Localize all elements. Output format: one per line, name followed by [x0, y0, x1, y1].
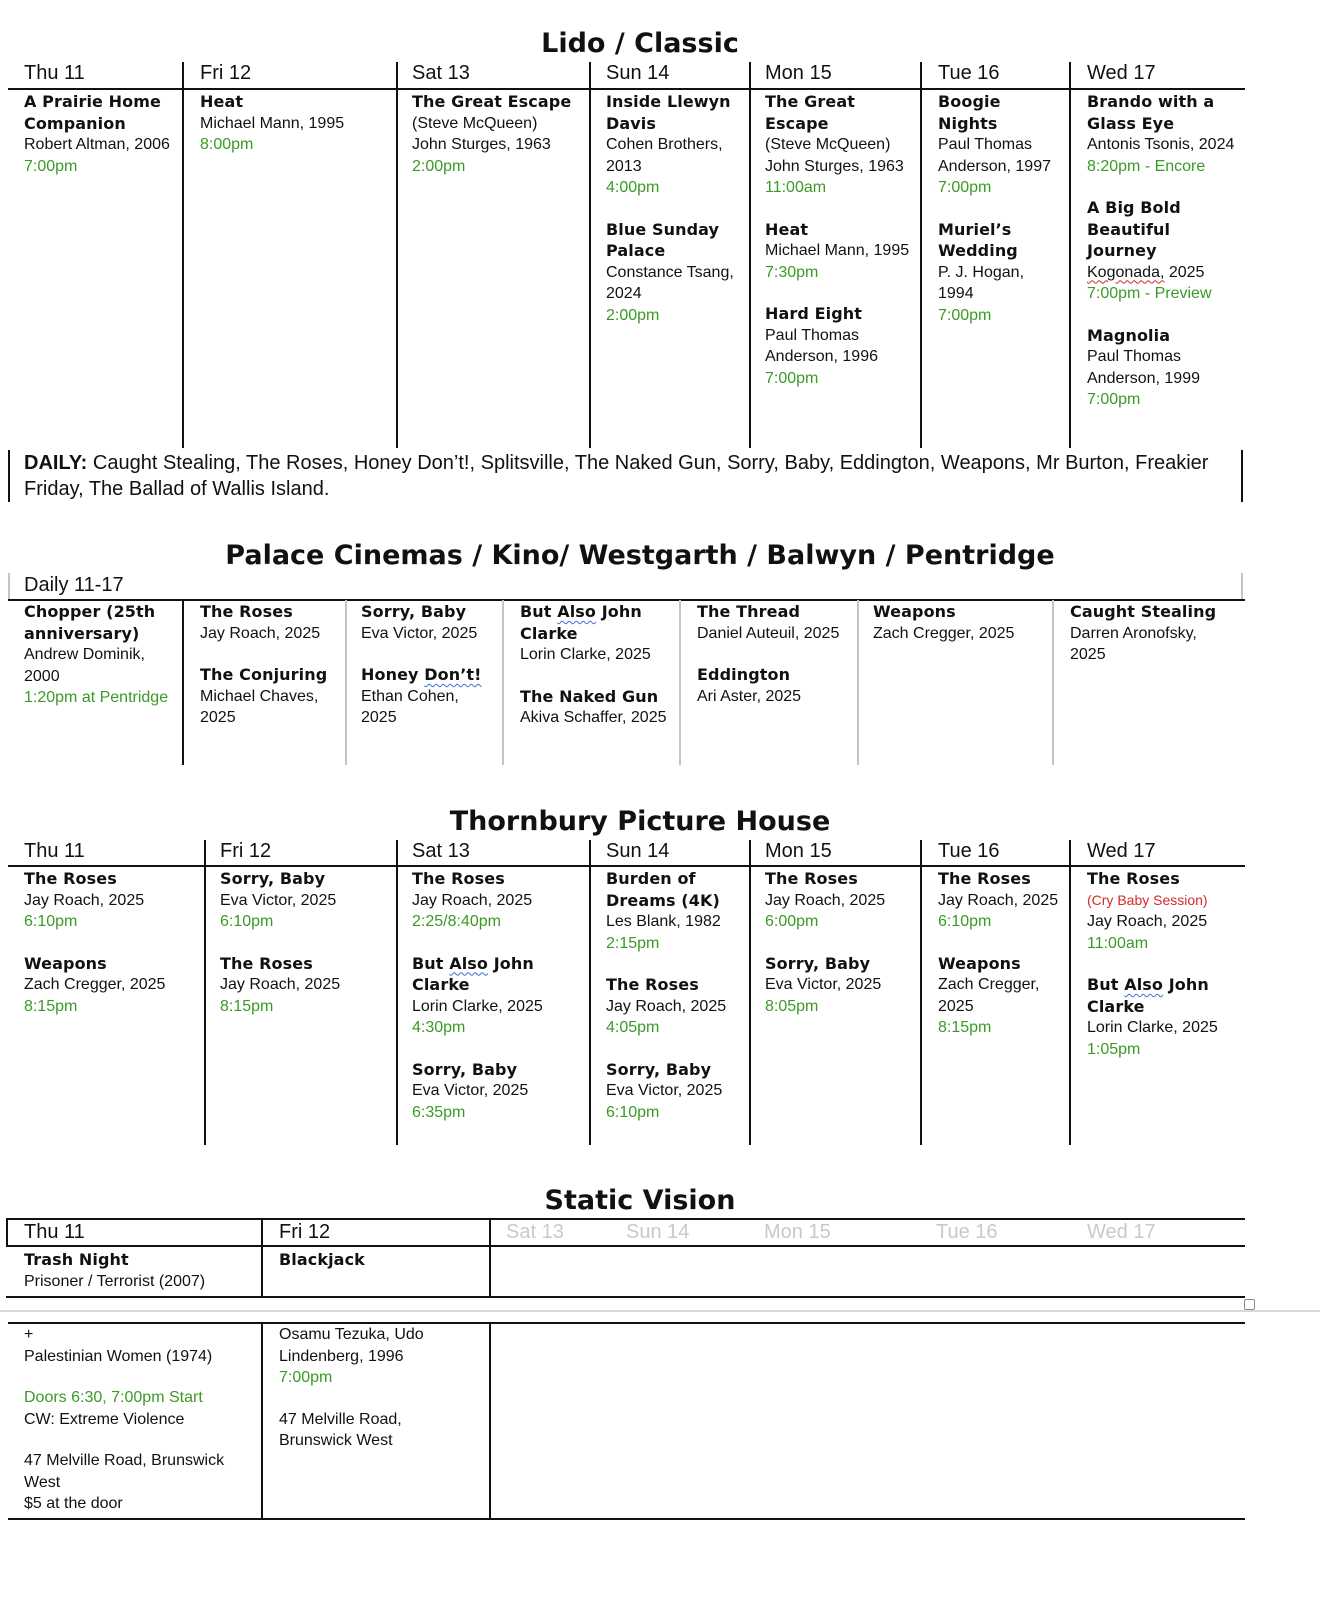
film-entry [765, 91, 915, 199]
film-detail: Ari Aster, 2025 [697, 687, 802, 705]
film-detail: Paul Thomas Anderson, 1997 [938, 136, 1051, 175]
day-label: Tue 16 [936, 1221, 998, 1243]
static-bottom-rule [8, 1518, 1245, 1520]
film-detail: Lorin Clarke, 2025 [520, 646, 651, 663]
session-time: 8:15pm [24, 997, 78, 1015]
film-entry [765, 303, 915, 389]
thornbury-title: Thornbury Picture House [449, 806, 831, 837]
film-entry [765, 868, 915, 933]
day-column [220, 868, 385, 1037]
film-detail: Eva Victor, 2025 [220, 891, 337, 909]
film-title: A Prairie Home Companion [24, 92, 161, 133]
film-title: Magnolia [1087, 325, 1171, 345]
day-column [412, 91, 592, 197]
film-title: Sorry, Baby [765, 953, 871, 973]
session-time: 6:10pm [606, 1103, 660, 1121]
static-col-divider-1 [261, 1218, 263, 1298]
column-divider [920, 840, 922, 1145]
session-time: 8:00pm [200, 136, 254, 153]
session-time: 2:00pm [412, 157, 466, 175]
film-detail: Jay Roach, 2025 [606, 997, 727, 1015]
film-title: Sorry, Baby [220, 869, 326, 888]
film-entry [220, 953, 385, 1018]
film-entry [606, 91, 746, 199]
film-entry [938, 868, 1063, 933]
session-time: 1:05pm [1087, 1040, 1141, 1058]
day-column [520, 601, 670, 749]
film-title: Blackjack [279, 1250, 365, 1269]
session-time: 7:30pm [765, 263, 819, 281]
film-entry [520, 686, 670, 729]
session-time: 6:00pm [765, 913, 819, 930]
palace-header-left-border [8, 573, 10, 599]
day-label: Wed 17 [1087, 1221, 1156, 1243]
film-detail: John Sturges, 1963 [765, 157, 904, 175]
session-time: 4:05pm [606, 1019, 660, 1036]
film-title: The Roses [606, 975, 699, 994]
day-column [200, 601, 340, 749]
film-entry [200, 664, 340, 729]
film-detail: Eva Victor, 2025 [361, 624, 478, 642]
film-detail: Eva Victor, 2025 [765, 976, 882, 993]
day-label: Sun 14 [626, 1221, 690, 1243]
film-detail: Michael Mann, 1995 [200, 114, 345, 132]
day-column [606, 91, 746, 346]
film-title: Burden of Dreams (4K) [606, 869, 720, 910]
film-entry [24, 601, 174, 709]
session-time: 11:00am [765, 179, 827, 196]
film-entry [520, 601, 670, 666]
column-divider [679, 600, 681, 765]
film-detail: Ethan Cohen, 2025 [361, 687, 459, 726]
film-entry [361, 601, 496, 644]
day-column [1087, 868, 1237, 1080]
film-title: Heat [200, 92, 244, 111]
film-entry [200, 601, 340, 644]
film-title: The Naked Gun [520, 686, 659, 706]
day-column [412, 868, 577, 1143]
day-column [24, 868, 189, 1037]
film-detail: Jay Roach, 2025 [765, 891, 886, 909]
film-detail: Jay Roach, 2025 [220, 976, 341, 993]
film-title: Weapons [873, 602, 956, 621]
day-label: Fri 12 [279, 1221, 331, 1243]
film-entry [765, 219, 915, 284]
session-time: 8:15pm [938, 1019, 992, 1036]
film-entry [24, 953, 189, 1018]
film-title: Caught Stealing [1070, 602, 1217, 621]
day-label: Thu 11 [24, 62, 85, 84]
palace-daily-header: Daily 11-17 [24, 574, 124, 596]
session-time: 2:25/8:40pm [412, 913, 501, 930]
film-title: But Also John Clarke [412, 953, 534, 994]
film-title: The Conjuring [200, 665, 328, 684]
column-divider [182, 600, 184, 765]
film-title: The Roses [220, 953, 313, 973]
film-entry [1087, 91, 1237, 177]
daily-label: DAILY: [24, 452, 88, 474]
session-time: 7:00pm - Preview [1087, 285, 1212, 302]
static-fri-cell-top [279, 1249, 479, 1271]
film-entry [1087, 325, 1237, 411]
lido-header-rule [8, 88, 1245, 90]
day-label: Thu 11 [24, 1221, 85, 1243]
film-title: But Also John Clarke [520, 602, 642, 643]
daily-right-border [1241, 450, 1243, 502]
film-title: A Big Bold Beautiful Journey [1087, 198, 1181, 260]
film-entry [24, 868, 189, 933]
film-detail: Lorin Clarke, 2025 [412, 997, 543, 1015]
film-entry [200, 91, 390, 156]
film-detail: (Steve McQueen) [765, 136, 891, 153]
daily-film-list: Caught Stealing, The Roses, Honey Don’t!, Splitsville, The Naked Gun, Sorry, Baby, Eddington, Weapons, Mr Burton, Freakier Friday, The Ballad of Wallis Island. [24, 452, 1209, 500]
film-entry [412, 953, 577, 1039]
film-detail: Prisoner / Terrorist (2007) [24, 1272, 206, 1290]
film-title: Inside Llewyn Davis [606, 92, 731, 133]
day-label: Tue 16 [938, 840, 1000, 862]
film-entry [938, 953, 1063, 1039]
session-time: 2:00pm [606, 306, 660, 324]
plus-sign: + [24, 1326, 34, 1343]
column-divider [1069, 840, 1071, 1145]
static-header-rule [6, 1245, 1245, 1247]
column-divider [749, 62, 751, 448]
column-divider [857, 600, 859, 765]
film-title: The Roses [200, 602, 293, 621]
static-thu-cell-bottom [24, 1324, 254, 1515]
film-entry [1087, 868, 1237, 954]
film-entry [606, 868, 746, 954]
day-label: Sun 14 [606, 62, 670, 84]
daily-left-border [8, 450, 10, 502]
film-title: The Roses [24, 869, 117, 888]
column-divider [1069, 62, 1071, 448]
film-entry [765, 953, 915, 1018]
film-detail: Daniel Auteuil, 2025 [697, 624, 840, 642]
session-time: 2:15pm [606, 934, 660, 952]
day-column [697, 601, 852, 727]
film-title: Muriel’s Wedding [938, 219, 1018, 260]
static-col-divider-2 [489, 1218, 491, 1298]
palace-header-right-border [1241, 573, 1243, 599]
film-detail: P. J. Hogan, 1994 [938, 263, 1025, 302]
film-title: The Great Escape [412, 92, 572, 111]
static-top-rule [6, 1218, 1245, 1220]
venue-address: 47 Melville Road, Brunswick West [279, 1410, 402, 1449]
film-detail: Kogonada, 2025 [1087, 263, 1205, 281]
column-divider [204, 840, 206, 1145]
film-entry [1087, 197, 1237, 305]
session-note: (Cry Baby Session) [1087, 891, 1208, 908]
day-column [938, 91, 1063, 346]
film-detail: Zach Cregger, 2025 [938, 976, 1040, 1015]
film-title: Brando with a Glass Eye [1087, 92, 1215, 133]
static-page-break-rule [6, 1296, 1245, 1298]
column-divider [1052, 600, 1054, 765]
film-detail: Darren Aronofsky, 2025 [1070, 624, 1197, 663]
session-time: 6:10pm [938, 913, 992, 930]
film-entry [606, 974, 746, 1039]
session-time: 4:00pm [606, 179, 660, 196]
lido-daily-line [24, 450, 1224, 502]
film-detail: Michael Mann, 1995 [765, 242, 910, 259]
column-divider [182, 62, 184, 448]
film-detail: (Steve McQueen) [412, 114, 538, 132]
film-title: Trash Night [24, 1250, 129, 1269]
day-label: Mon 15 [764, 1221, 831, 1243]
session-time: 7:00pm [1087, 391, 1141, 408]
film-entry [412, 1059, 577, 1124]
day-column [24, 91, 174, 197]
static-col-divider-2-continued [489, 1322, 491, 1520]
film-title: Sorry, Baby [606, 1059, 712, 1079]
day-label: Sat 13 [412, 62, 470, 84]
film-detail: Constance Tsang, 2024 [606, 263, 734, 302]
film-title: Eddington [697, 665, 791, 684]
film-detail: Les Blank, 1982 [606, 913, 721, 930]
film-detail: Eva Victor, 2025 [412, 1082, 529, 1099]
column-divider [920, 62, 922, 448]
column-divider [749, 840, 751, 1145]
static-col-divider-1-continued [261, 1322, 263, 1520]
film-entry [412, 868, 577, 933]
day-column [606, 868, 746, 1143]
day-column [1087, 91, 1237, 431]
static-left-border [6, 1218, 8, 1246]
film-title: Hard Eight [765, 304, 863, 323]
day-label: Wed 17 [1087, 840, 1156, 862]
column-divider [345, 600, 347, 765]
lido-title: Lido / Classic [541, 28, 739, 59]
film-entry [606, 219, 746, 327]
film-entry [1087, 974, 1237, 1060]
film-title: The Great Escape [765, 92, 855, 133]
film-detail: Jay Roach, 2025 [24, 891, 145, 909]
day-label: Fri 12 [220, 840, 272, 862]
film-detail: Palestinian Women (1974) [24, 1347, 213, 1365]
session-time: 7:00pm [938, 179, 992, 196]
day-label: Mon 15 [765, 62, 832, 84]
film-entry [697, 601, 852, 644]
day-column [361, 601, 496, 749]
film-detail: Michael Chaves, 2025 [200, 687, 319, 726]
session-time: 6:10pm [24, 913, 78, 930]
film-detail: Jay Roach, 2025 [412, 891, 533, 909]
film-detail: John Sturges, 1963 [412, 136, 551, 153]
film-detail: Osamu Tezuka, Udo Lindenberg, 1996 [279, 1326, 424, 1365]
film-detail: Lorin Clarke, 2025 [1087, 1019, 1218, 1036]
film-entry [606, 1059, 746, 1124]
film-entry [412, 91, 592, 177]
column-divider [396, 62, 398, 448]
day-label: Sat 13 [506, 1221, 564, 1243]
day-label: Wed 17 [1087, 62, 1156, 84]
session-time: 8:05pm [765, 997, 819, 1015]
column-divider [396, 840, 398, 1145]
film-title: The Roses [1087, 869, 1180, 888]
session-time: 8:15pm [220, 997, 274, 1015]
day-label: Mon 15 [765, 840, 832, 862]
film-detail: Akiva Schaffer, 2025 [520, 709, 667, 726]
session-time: 7:00pm [765, 369, 819, 387]
film-title: Chopper (25th anniversary) [24, 602, 156, 643]
film-title: Boogie Nights [938, 92, 1001, 133]
film-entry [697, 664, 852, 707]
session-time: Doors 6:30, 7:00pm Start [24, 1389, 203, 1406]
film-title: Weapons [938, 953, 1021, 973]
film-entry [220, 868, 385, 933]
film-title: Honey Don’t! [361, 665, 482, 684]
film-title: Sorry, Baby [361, 602, 467, 621]
static-title: Static Vision [544, 1185, 736, 1216]
day-column [1070, 601, 1235, 686]
session-time: 7:00pm [24, 157, 78, 175]
session-time: 7:00pm [279, 1369, 333, 1386]
session-time: 6:35pm [412, 1103, 466, 1121]
session-time: 11:00am [1087, 934, 1149, 952]
column-divider [502, 600, 504, 765]
film-title: But Also John Clarke [1087, 975, 1209, 1016]
content-warning: CW: Extreme Violence [24, 1410, 185, 1428]
film-entry [24, 91, 174, 177]
page-break-divider [0, 1310, 1320, 1312]
film-title: The Roses [938, 869, 1031, 888]
film-title: Heat [765, 219, 809, 239]
thornbury-header-rule [8, 865, 1245, 867]
film-detail: Zach Cregger, 2025 [24, 976, 166, 993]
session-time: 1:20pm at Pentridge [24, 689, 169, 706]
day-label: Tue 16 [938, 62, 1000, 84]
session-time: 4:30pm [412, 1019, 466, 1036]
palace-title: Palace Cinemas / Kino/ Westgarth / Balwyn / Pentridge [225, 540, 1055, 571]
film-entry [1070, 601, 1235, 666]
session-time: 8:20pm - Encore [1087, 157, 1206, 175]
film-detail: Andrew Dominik, 2000 [24, 646, 145, 685]
day-column [765, 868, 915, 1037]
film-entry [361, 664, 496, 729]
column-divider [589, 840, 591, 1145]
session-time: 6:10pm [220, 913, 274, 930]
film-detail: Eva Victor, 2025 [606, 1082, 723, 1099]
film-title: The Roses [765, 869, 858, 888]
venue-address: 47 Melville Road, Brunswick West [24, 1452, 225, 1491]
static-thu-cell-top [24, 1249, 254, 1292]
day-column [765, 91, 915, 409]
session-time: 7:00pm [938, 306, 992, 324]
film-entry [938, 91, 1063, 199]
film-entry [938, 219, 1063, 327]
film-title: Sorry, Baby [412, 1059, 518, 1079]
day-label: Sat 13 [412, 840, 470, 862]
film-detail: Antonis Tsonis, 2024 [1087, 136, 1235, 153]
day-column [938, 868, 1063, 1059]
film-detail: Paul Thomas Anderson, 1999 [1087, 348, 1200, 387]
film-detail: Paul Thomas Anderson, 1996 [765, 326, 878, 365]
day-column [200, 91, 390, 176]
table-resize-handle[interactable] [1244, 1299, 1255, 1310]
film-detail: Robert Altman, 2006 [24, 136, 170, 153]
film-detail: Jay Roach, 2025 [938, 891, 1059, 909]
film-title: Weapons [24, 953, 107, 973]
day-column [24, 601, 174, 729]
film-title: The Thread [697, 602, 801, 621]
ticket-price: $5 at the door [24, 1495, 123, 1512]
day-column [873, 601, 1043, 664]
film-detail: Zach Cregger, 2025 [873, 624, 1015, 642]
day-label: Sun 14 [606, 840, 670, 862]
static-fri-cell-bottom [279, 1324, 479, 1452]
film-detail: Jay Roach, 2025 [1087, 913, 1208, 930]
day-label: Thu 11 [24, 840, 85, 862]
film-title: The Roses [412, 869, 505, 888]
film-detail: Cohen Brothers, 2013 [606, 136, 723, 175]
film-title: Blue Sunday Palace [606, 219, 720, 260]
film-entry [873, 601, 1043, 644]
day-label: Fri 12 [200, 62, 252, 84]
film-detail: Jay Roach, 2025 [200, 624, 321, 642]
